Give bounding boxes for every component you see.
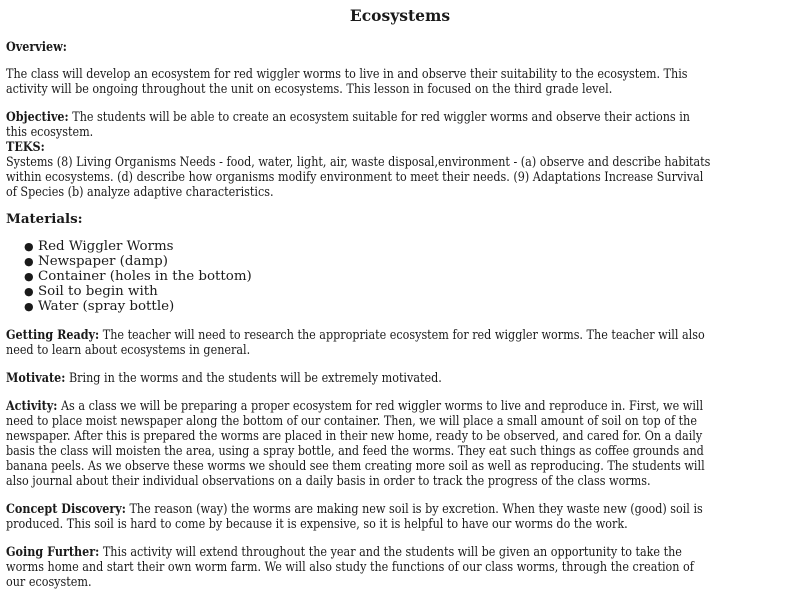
activity-section	[6, 399, 794, 489]
getting-ready-label: Getting Ready:	[6, 327, 100, 343]
concept-discovery-text: The reason (way) the worms are making new soil is by excretion. When they waste new (good) soil is	[125, 502, 703, 517]
materials-heading: Materials:	[6, 211, 83, 227]
concept-discovery-section	[6, 502, 794, 532]
objective-section	[6, 110, 794, 200]
activity-text: As a class we will be preparing a proper ecosystem for red wiggler worms to live and reproduce in. First, we will	[57, 399, 704, 414]
bullet-icon: ●	[24, 300, 34, 313]
bullet-icon: ●	[24, 255, 34, 268]
materials-item: ● Newspaper (damp)	[24, 254, 168, 269]
overview-heading: Overview:	[6, 39, 67, 55]
bullet-icon: ●	[24, 240, 34, 253]
overview-text	[6, 67, 794, 97]
getting-ready-text-cont: need to learn about ecosystems in general.	[6, 343, 251, 358]
activity-line: need to place moist newspaper along the bottom of our container. Then, we will place a small amount of soil on top of the	[6, 414, 697, 429]
bullet-icon: ●	[24, 285, 34, 298]
going-further-label: Going Further:	[6, 544, 100, 560]
bullet-icon: ●	[24, 270, 34, 283]
teks-heading: TEKS:	[6, 139, 45, 155]
materials-item: ● Soil to begin with	[24, 284, 158, 299]
teks-line: of Species (b) analyze adaptive characteristics.	[6, 185, 274, 200]
materials-item: ● Red Wiggler Worms	[24, 239, 174, 254]
going-further-text: This activity will extend throughout the year and the students will be given an opportunity to take the	[99, 545, 682, 560]
materials-item: ● Water (spray bottle)	[24, 299, 175, 314]
materials-list	[0, 239, 252, 314]
objective-label: Objective:	[6, 109, 69, 125]
motivate-text: Bring in the worms and the students will be extremely motivated.	[65, 371, 442, 386]
going-further-line: worms home and start their own worm farm. We will also study the functions of our class worms, through the creation of	[6, 560, 694, 575]
objective-text-cont: this ecosystem.	[6, 125, 94, 140]
teks-line: Systems (8) Living Organisms Needs - food, water, light, air, waste disposal,environment - (a) observe and describe habitats	[6, 155, 711, 170]
getting-ready-section	[6, 328, 794, 358]
objective-text: The students will be able to create an ecosystem suitable for red wiggler worms and observe their actions in	[68, 110, 690, 125]
materials-item: ● Container (holes in the bottom)	[24, 269, 252, 284]
concept-discovery-label: Concept Discovery:	[6, 501, 126, 517]
materials-section	[6, 212, 794, 227]
activity-line: also journal about their individual observations on a daily basis in order to track the progress of the class worms.	[6, 474, 651, 489]
getting-ready-text: The teacher will need to research the appropriate ecosystem for red wiggler worms. The teacher will also	[99, 328, 705, 343]
teks-line: within ecosystems. (d) describe how organisms modify environment to meet their needs. (9) Adaptations Increase Survival	[6, 170, 704, 185]
overview-line: The class will develop an ecosystem for red wiggler worms to live in and observe their suitability to the ecosystem. This	[6, 67, 688, 82]
motivate-label: Motivate:	[6, 370, 66, 386]
activity-line: newspaper. After this is prepared the worms are placed in their new home, ready to be observed, and cared for. On a daily	[6, 429, 703, 444]
activity-label: Activity:	[6, 398, 58, 414]
going-further-section	[6, 545, 794, 590]
concept-discovery-text-cont: produced. This soil is hard to come by because it is expensive, so it is helpful to have our worms do the work.	[6, 517, 628, 532]
activity-line: basis the class will moisten the area, using a spray bottle, and feed the worms. They eat such things as coffee grounds and	[6, 444, 704, 459]
overview-section	[6, 40, 794, 55]
motivate-section	[6, 371, 794, 386]
overview-line: activity will be ongoing throughout the unit on ecosystems. This lesson in focused on the third grade level.	[6, 82, 613, 97]
going-further-line: our ecosystem.	[6, 575, 92, 590]
activity-line: banana peels. As we observe these worms we should see them creating more soil as well as reproducing. The students will	[6, 459, 705, 474]
page-title: Ecosystems	[349, 6, 451, 25]
